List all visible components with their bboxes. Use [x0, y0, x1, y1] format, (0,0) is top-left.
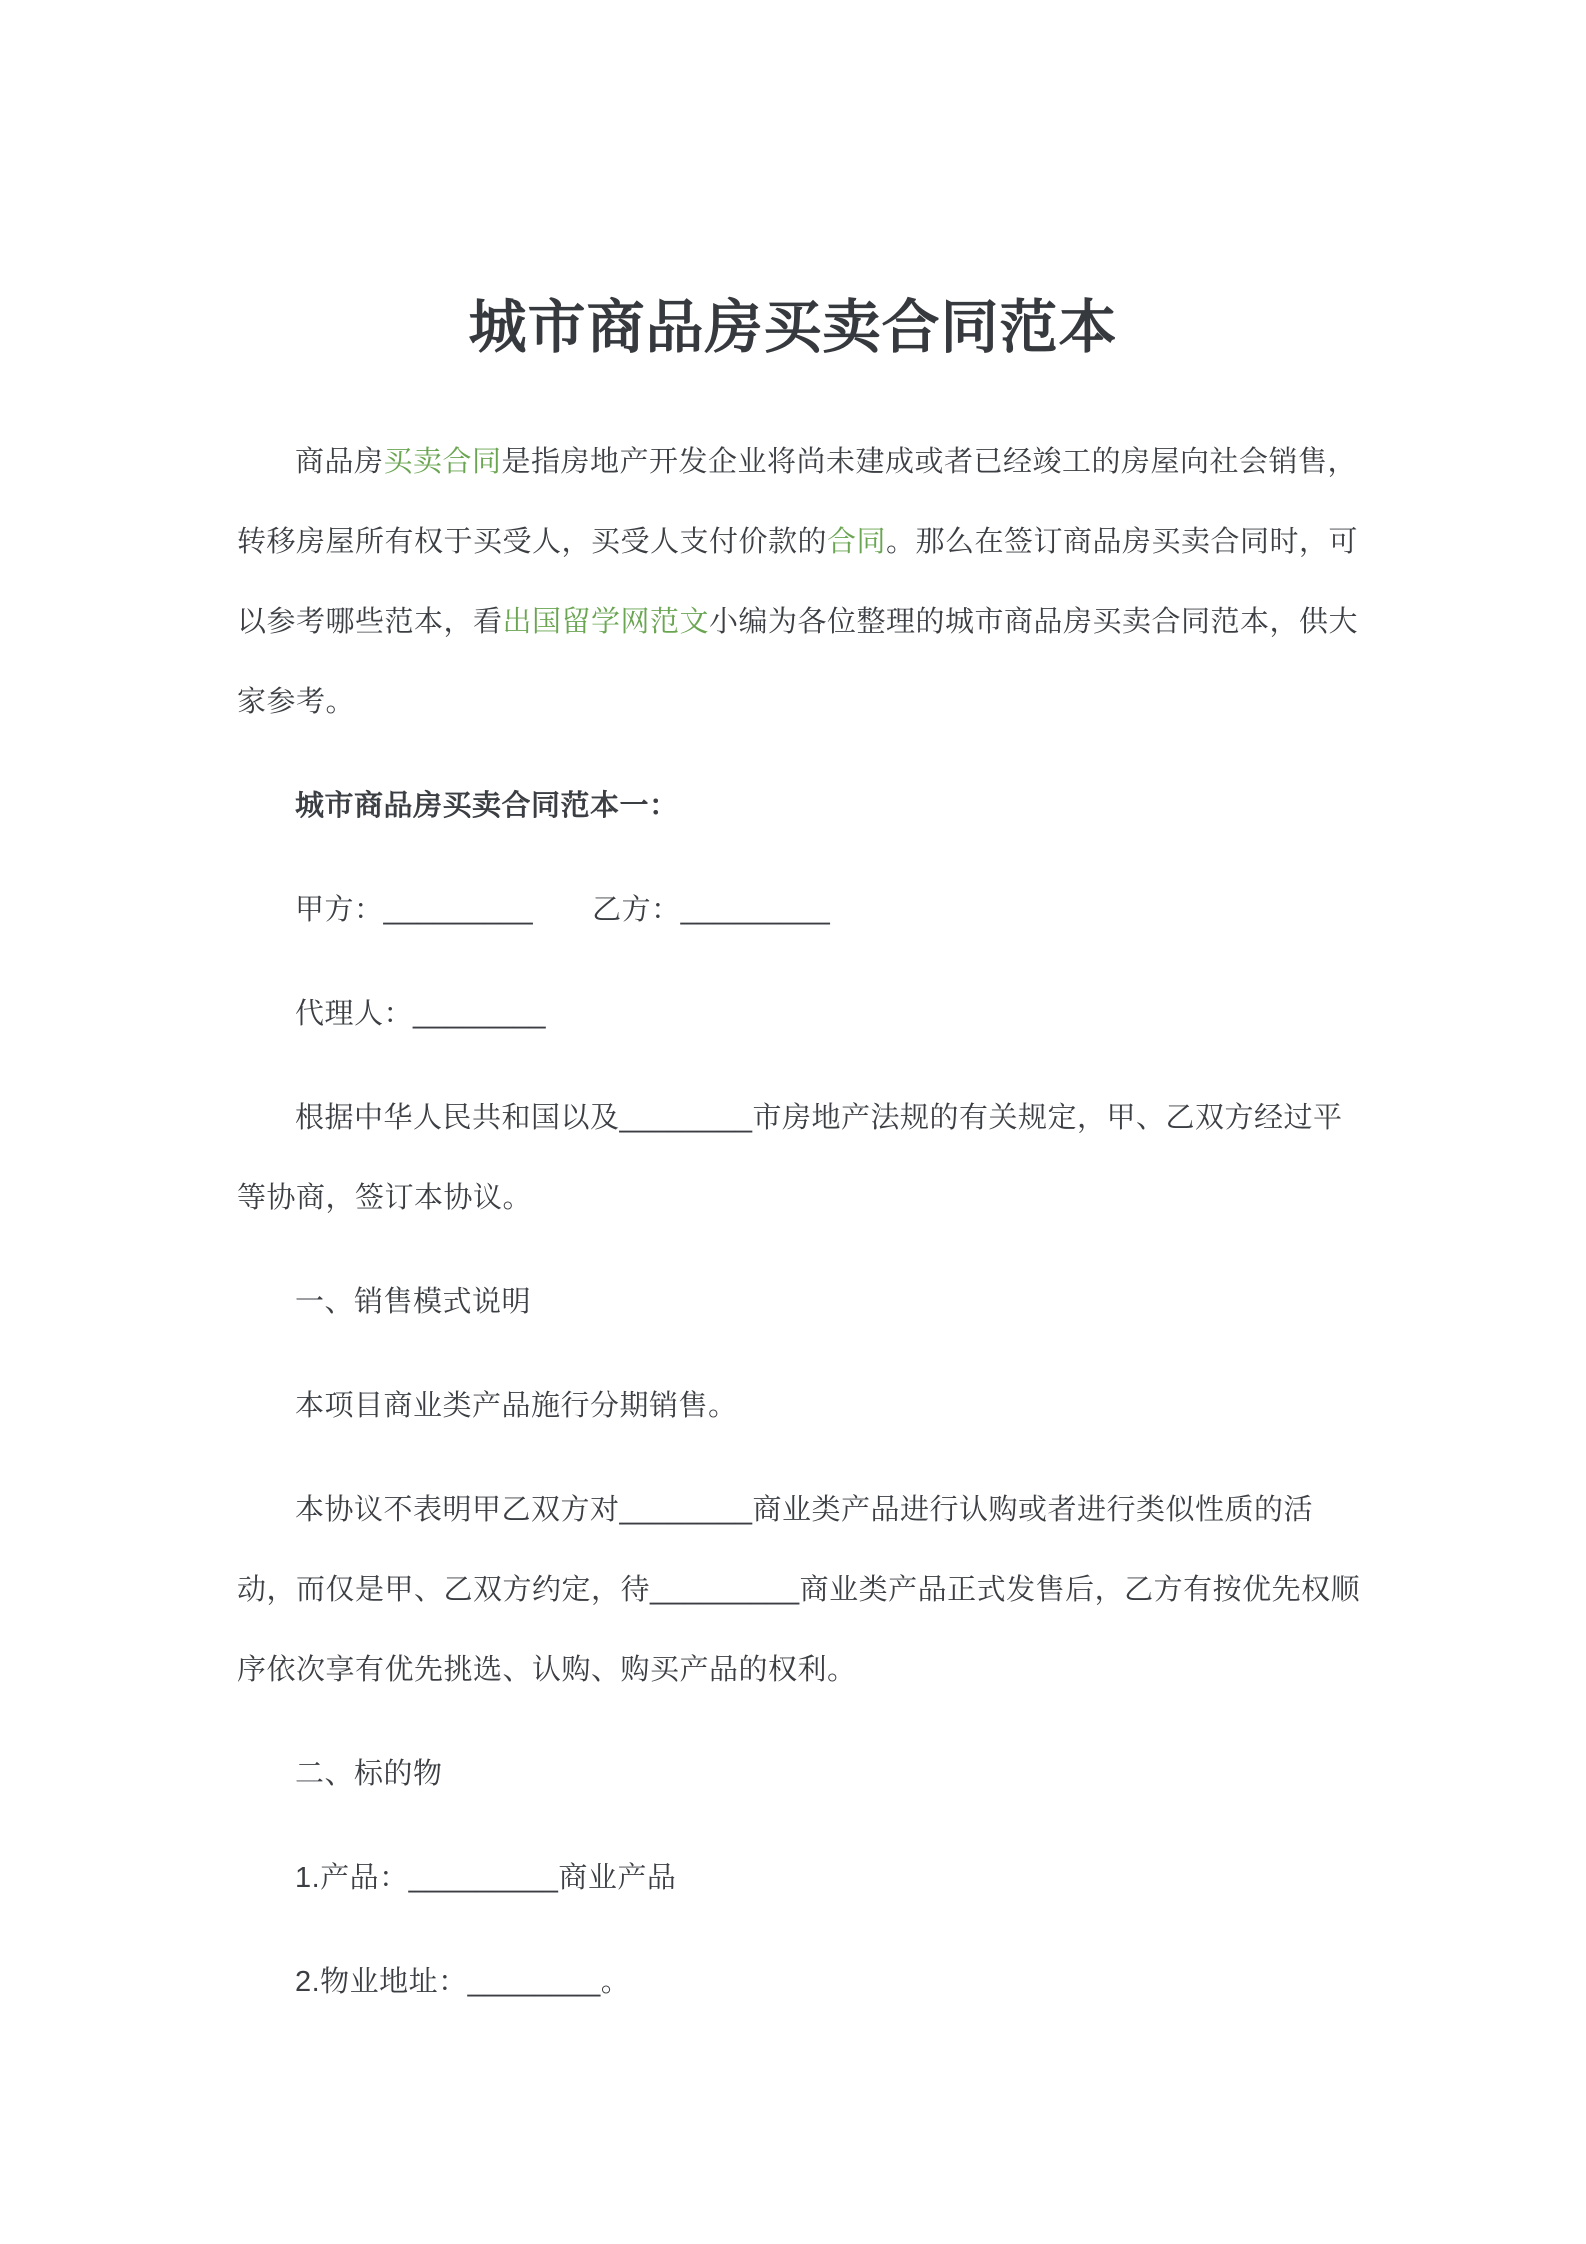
- paragraph: [237, 766, 1349, 846]
- text-segment: 2.物业地址：________。: [295, 1966, 631, 1998]
- document-line: [237, 582, 1359, 662]
- document-line: [237, 974, 1349, 1054]
- document-line: [237, 1734, 1349, 1814]
- text-segment: 城市商品房买卖合同范本一：: [295, 790, 679, 822]
- paragraph: [237, 974, 1349, 1054]
- document-line: [237, 1158, 1349, 1238]
- text-segment: 本协议不表明甲乙双方对________商业类产品进行认购或者进行类似性质的活: [295, 1494, 1314, 1526]
- paragraph: [237, 870, 1349, 950]
- paragraph: [237, 1366, 1349, 1446]
- link-text[interactable]: 合同: [827, 526, 887, 558]
- text-segment: 动，而仅是甲、乙双方约定，待_________商业类产品正式发售后，乙方有按优先权顺: [237, 1574, 1361, 1606]
- text-segment: 二、标的物: [295, 1758, 443, 1790]
- paragraph: [237, 1734, 1349, 1814]
- text-segment: 小编为各位整理的城市商品房买卖合同范本，供大: [709, 606, 1359, 638]
- link-text[interactable]: 买卖合同: [383, 446, 502, 478]
- document-line: [237, 1942, 1349, 2022]
- document-line: [237, 662, 1349, 742]
- paragraph: [237, 422, 1359, 742]
- document-line: [237, 1630, 1349, 1710]
- text-segment: 。那么在签订商品房买卖合同时，可: [886, 526, 1359, 558]
- document-line: [237, 870, 1349, 950]
- text-segment: 序依次享有优先挑选、认购、购买产品的权利。: [237, 1654, 857, 1686]
- text-segment: 等协商，签订本协议。: [237, 1182, 533, 1214]
- document-body: [237, 422, 1361, 2022]
- text-segment: 以参考哪些范本，看: [237, 606, 503, 638]
- paragraph: [237, 1838, 1349, 1918]
- text-segment: 本项目商业类产品施行分期销售。: [295, 1390, 738, 1422]
- document-line: [237, 1366, 1349, 1446]
- paragraph: [237, 1078, 1349, 1238]
- text-segment: 一、销售模式说明: [295, 1286, 532, 1318]
- paragraph: [237, 1262, 1349, 1342]
- paragraph: [237, 1942, 1349, 2022]
- text-segment: 转移房屋所有权于买受人，买受人支付价款的: [237, 526, 828, 558]
- text-segment: 商品房: [295, 446, 384, 478]
- document-line: [237, 422, 1358, 502]
- text-segment: 是指房地产开发企业将尚未建成或者已经竣工的房屋向社会销售，: [501, 446, 1358, 478]
- document-line: [237, 502, 1359, 582]
- document-line: [237, 1262, 1349, 1342]
- text-segment: 家参考。: [237, 686, 356, 718]
- document-line: [237, 1470, 1349, 1550]
- document-line: [237, 1078, 1349, 1158]
- document-line: [237, 1838, 1349, 1918]
- text-segment: 根据中华人民共和国以及________市房地产法规的有关规定，甲、乙双方经过平: [295, 1102, 1343, 1134]
- document-title: 城市商品房买卖合同范本: [468, 295, 1118, 360]
- text-segment: 甲方：_________ 乙方：_________: [295, 894, 831, 926]
- link-text[interactable]: 出国留学网范文: [502, 606, 710, 638]
- document-line: [237, 766, 1349, 846]
- text-segment: 代理人：________: [295, 998, 547, 1030]
- document-line: [237, 1550, 1361, 1630]
- paragraph: [237, 1470, 1361, 1710]
- text-segment: 1.产品：_________商业产品: [295, 1862, 677, 1894]
